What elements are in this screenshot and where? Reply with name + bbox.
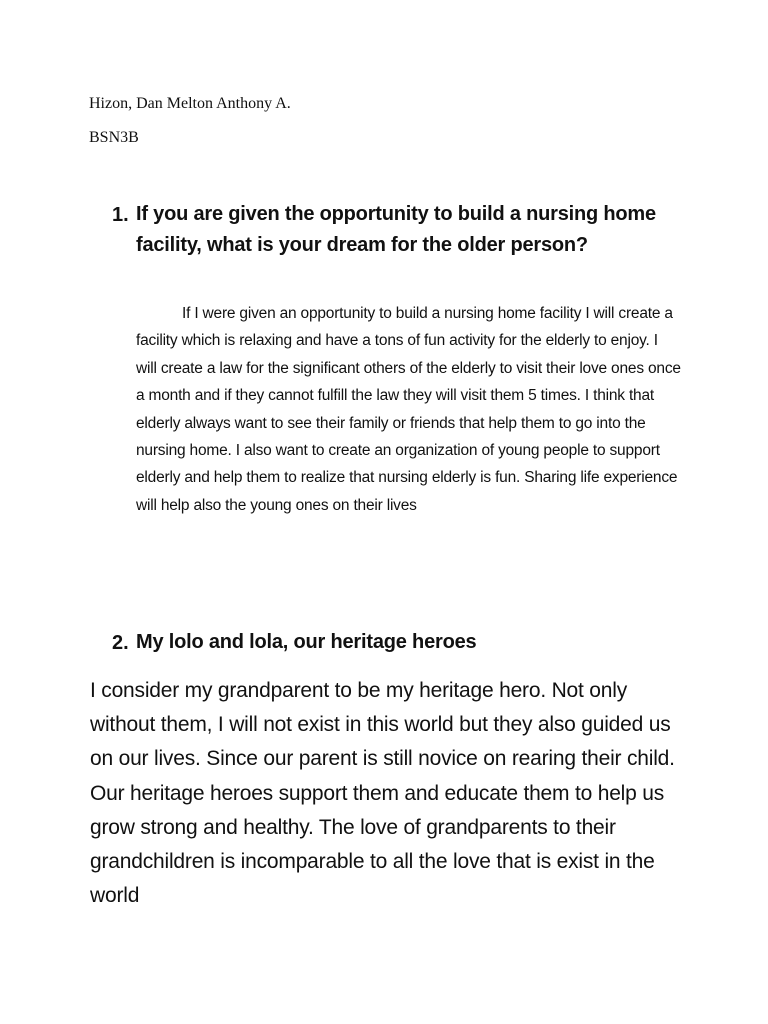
question-1-answer: If I were given an opportunity to build a nursing home facility I will create a facility which is relaxing and have a tons of fun activity for the elderly to enjoy. I will create a law for the significant others of the elderly to visit their love ones once a month and if they cannot fulfill the law they will visit them 5 times. I think that elderly always want to see their family or friends that help them to go into the nursing home. I also want to create an organization of young people to support elderly and help them to realize that nursing elderly is fun. Sharing life experience will help also the young ones on their lives — [136, 305, 681, 514]
author-name: Hizon, Dan Melton Anthony A. — [89, 95, 291, 112]
author-section: BSN3B — [89, 129, 139, 146]
question-2-answer: I consider my grandparent to be my heritage hero. Not only without them, I will not exist in this world but they also guided us on our lives. Since our parent is still novice on rearing their child. Our heritage heroes support them and educate them to help us grow strong and healthy. The love of grandparents to their grandchildren is incomparable to all the love that is exist in the world — [90, 679, 675, 908]
question-2-title: My lolo and lola, our heritage heroes — [136, 631, 477, 653]
question-1-number: 1. — [112, 204, 129, 226]
question-2-number: 2. — [112, 632, 129, 654]
question-1-title: If you are given the opportunity to build a nursing home facility, what is your dream for the older person? — [136, 203, 656, 256]
